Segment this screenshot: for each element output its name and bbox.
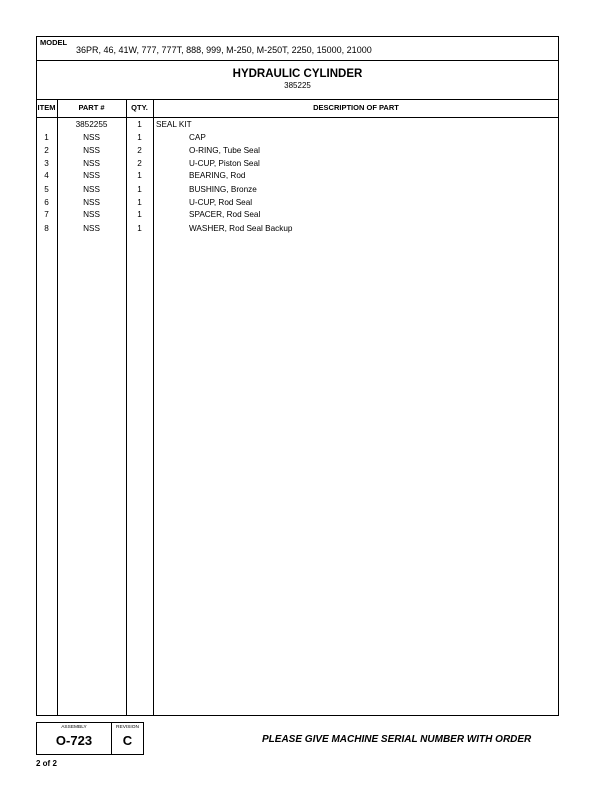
description: U-CUP, Rod Seal [189,198,253,207]
model-divider [36,60,559,61]
item-number: 2 [44,146,49,155]
item-number: 1 [44,133,49,142]
table-row [36,224,559,237]
quantity: 1 [137,185,142,194]
quantity: 1 [137,224,142,233]
quantity: 2 [137,159,142,168]
item-number: 8 [44,224,49,233]
item-number: 3 [44,159,49,168]
table-row [36,133,559,146]
part-number: NSS [83,185,100,194]
table-row [36,185,559,198]
quantity: 1 [137,171,142,180]
assembly-number: O-723 [55,733,93,748]
part-number: NSS [83,198,100,207]
revision-label: REVISION [116,725,139,730]
item-number: 4 [44,171,49,180]
description: O-RING, Tube Seal [189,146,260,155]
column-header-description: DESCRIPTION OF PART [313,103,399,112]
table-row [36,210,559,223]
description: BEARING, Rod [189,171,246,180]
page-title: HYDRAULIC CYLINDER [232,68,363,80]
description: U-CUP, Piston Seal [189,159,260,168]
model-list: 36PR, 46, 41W, 777, 777T, 888, 999, M-250, M-250T, 2250, 15000, 21000 [76,45,372,55]
part-number: 3852255 [75,120,108,129]
column-header-qty: QTY. [131,103,148,112]
assembly-label: ASSEMBLY [61,725,87,730]
table-row [36,146,559,159]
description: BUSHING, Bronze [189,185,257,194]
order-notice: PLEASE GIVE MACHINE SERIAL NUMBER WITH ORDER [262,734,532,745]
column-header-part: PART # [78,103,105,112]
quantity: 1 [137,198,142,207]
item-number: 7 [44,210,49,219]
part-number: NSS [83,146,100,155]
column-header-divider [36,117,559,118]
description: WASHER, Rod Seal Backup [189,224,293,233]
part-number: NSS [83,159,100,168]
description: SPACER, Rod Seal [189,210,261,219]
part-number: NSS [83,171,100,180]
page-number: 2 of 2 [36,759,57,768]
description: CAP [189,133,206,142]
model-label: MODEL [40,38,68,47]
title-divider [36,99,559,100]
quantity: 2 [137,146,142,155]
quantity: 1 [137,133,142,142]
quantity: 1 [137,210,142,219]
table-row [36,171,559,184]
part-number: NSS [83,210,100,219]
revision-letter: C [122,733,133,748]
part-number: NSS [83,224,100,233]
column-header-item: ITEM [37,103,56,112]
assembly-box [36,722,112,755]
quantity: 1 [137,120,142,129]
part-number: NSS [83,133,100,142]
assembly-part-number: 385225 [284,81,311,90]
item-number: 6 [44,198,49,207]
item-number: 5 [44,185,49,194]
revision-box [111,722,144,755]
table-row [36,120,559,133]
description: SEAL KIT [156,120,192,129]
